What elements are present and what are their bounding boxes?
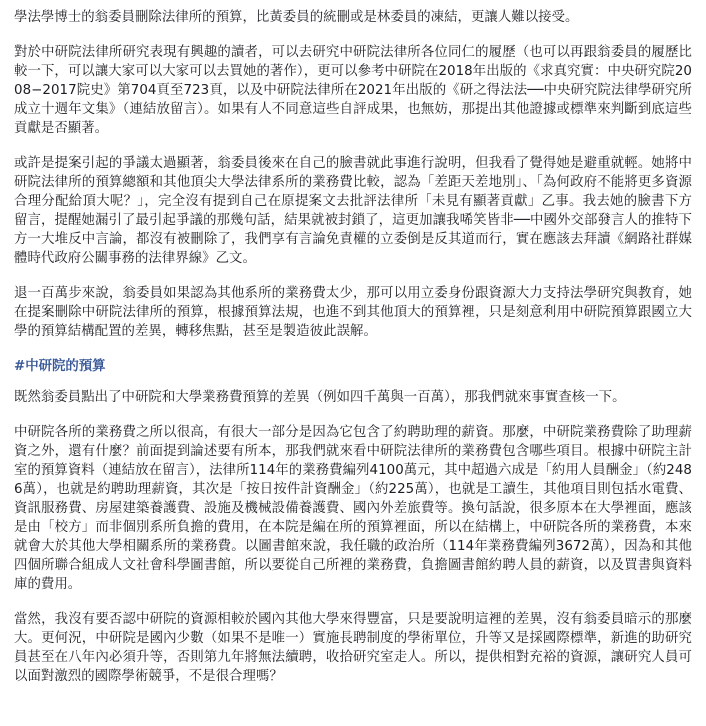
paragraph-4: 退一百萬步來說，翁委員如果認為其他系所的業務費太少，那可以用立委身份跟資源大力支持法學研究與教育，她在提案刪除中研院法律所的預算，根據預算法規，也進不到其他頂大的預算裡，只是刻意利用中研院預算跟國立大學的預算結構配置的差異，轉移焦點，甚至是製造彼此誤解。 (14, 286, 692, 339)
paragraph-6: 中研院各所的業務費之所以很高，有很大一部分是因為它包含了約聘助理的薪資。那麼，中研院業務費除了助理薪資之外，還有什麼？前面提到論述要有所本，那我們就來看中研院法律所的業務費包含哪些項目。根據中研院主計室的預算資料（連結放在留言），法律所114年的業務費編列4100萬元，其中超過六成是「約用人員酬金」（約2486萬），也就是約聘助理薪資，其次是「按日按件計資酬金」（約225萬），也就是工讀生，其他項目則包括水電費、資訊服務費、房屋建築養護費、設施及機械設備養護費、國內外差旅費等。換句話說，很多原本在大學裡面，應該是由「校方」而非個別系所負擔的費用，在本院是編在所的預算裡面，所以在結構上，中研院各所的業務費，本來就會大於其他大學相關系所的業務費。以圖書館來說，我任職的政治所（114年業務費編列3672萬），因為和其他四個所聯合組成人文社會科學圖書館，所以要從自己所裡的業務費，負擔圖書館約聘人員的薪資，以及買書與資料庫的費用。 (14, 425, 692, 592)
paragraph-2: 對於中研院法律所研究表現有興趣的讀者，可以去研究中研院法律所各位同仁的履歷（也可以再跟翁委員的履歷比較一下，可以讓大家可以大家可以去買她的著作），更可以參考中研院在2018年出版的《求真究實：中央研究院2008−2017院史》第704頁至723頁，以及中研院法律所在2021年出版的《研之得法法──中央研究院法律學研究所成立十週年文集》（連結放留言）。如果有人不同意這些自評成果，也無妨，那提出其他證據或標準來判斷到底這些貢獻是否顯著。 (14, 45, 692, 136)
paragraph-3: 或許是提案引起的爭議太過顯著，翁委員後來在自己的臉書就此事進行說明，但我看了覺得她是避重就輕。她將中研院法律所的預算總額和其他頂尖大學法律系所的業務費比較，認為「差距天差地別」、「為何政府不能將更多資源合理分配給頂大呢？」，完全沒有提到自己在原提案文去批評法律所「未見有顯著貢獻」乙事。我去她的臉書下方留言，提醒她漏引了最引起爭議的那幾句話，結果就被封鎖了，這更加讓我唏笑皆非──中國外交部發言人的推特下方一大堆反中言論，都沒有被刪除了，我們享有言論免責權的立委倒是反其道而行，實在應該去拜讀《網路社群媒體時代政府公關事務的法律界線》乙文。 (14, 156, 692, 266)
paragraph-1: 學法學博士的翁委員刪除法律所的預算，比黃委員的統刪或是林委員的凍結，更讓人難以接受。 (14, 10, 579, 25)
paragraph-7: 當然，我沒有要否認中研院的資源相較於國內其他大學來得豐富，只是要說明這裡的差異，沒有翁委員暗示的那麼大。更何況，中研院是國內少數（如果不是唯一）實施長聘制度的學術單位，升等又是採國際標準，新進的助研究員甚至在八年內必須升等，否則第九年將無法續聘，收拾研究室走人。所以，提供相對充裕的資源，讓研究人員可以面對激烈的國際學術競爭，不是很合理嗎？ (14, 612, 692, 684)
paragraph-5: 既然翁委員點出了中研院和大學業務費預算的差異（例如四千萬與一百萬），那我們就來事實查核一下。 (14, 390, 626, 405)
hashtag-link[interactable]: #中研院的預算 (14, 359, 106, 374)
